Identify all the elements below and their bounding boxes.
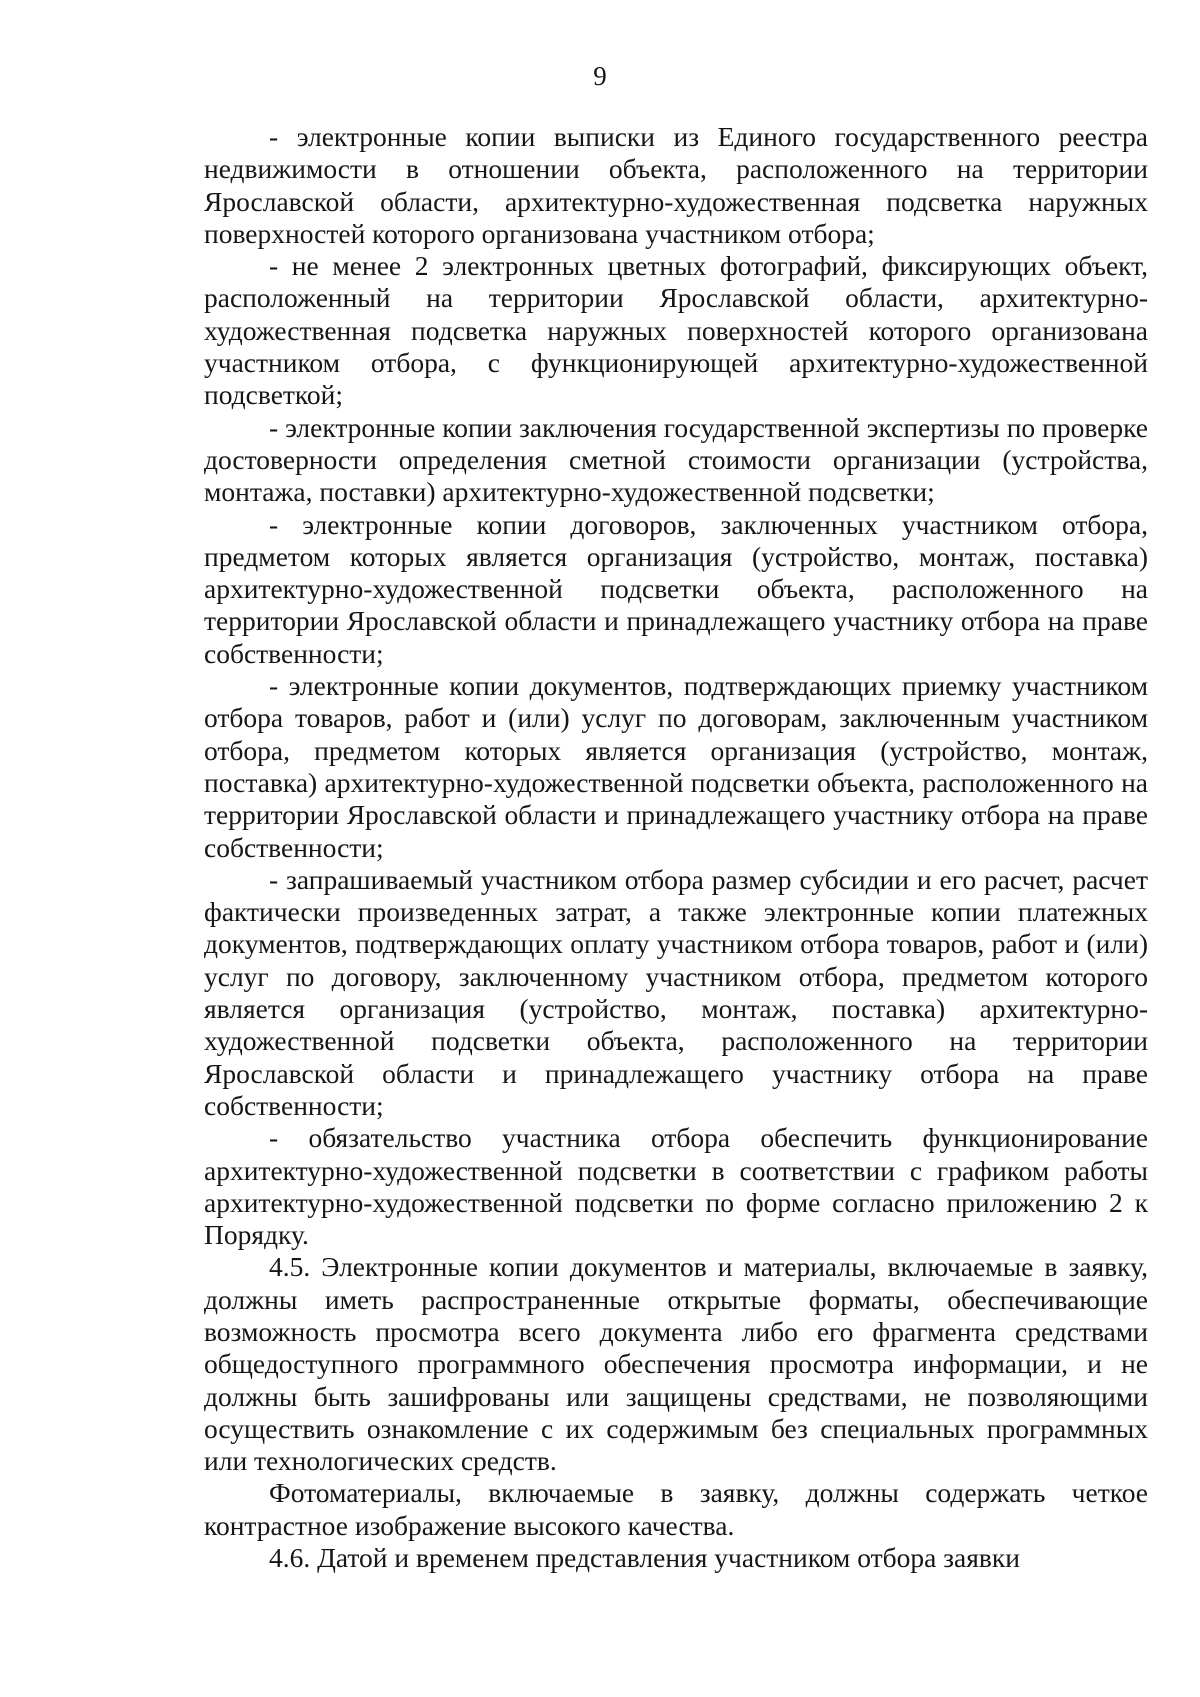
paragraph-photo-materials: Фотоматериалы, включаемые в заявку, должны содержать четкое контрастное изображение высокого качества. xyxy=(204,1477,1148,1541)
paragraph-acceptance-documents: - электронные копии документов, подтверждающих приемку участником отбора товаров, работ и (или) услуг по договорам, заключенным участником отбора, предметом которых является организация (устройство, монтаж, поставка) архитектурно-художественной подсветки объекта, расположенного на территории Ярославской области и принадлежащего участнику отбора на праве собственности; xyxy=(204,670,1148,863)
document-body xyxy=(204,121,1148,1574)
paragraph-color-photos: - не менее 2 электронных цветных фотографий, фиксирующих объект, расположенный на территории Ярославской области, архитектурно-художественная подсветка наружных поверхностей которого организована участником отбора, с функционирующей архитектурно-художественной подсветкой; xyxy=(204,250,1148,411)
paragraph-contracts: - электронные копии договоров, заключенных участником отбора, предметом которых является организация (устройство, монтаж, поставка) архитектурно-художественной подсветки объекта, расположенного на территории Ярославской области и принадлежащего участнику отбора на праве собственности; xyxy=(204,508,1148,669)
paragraph-subsidy-calculation: - запрашиваемый участником отбора размер субсидии и его расчет, расчет фактически произведенных затрат, а также электронные копии платежных документов, подтверждающих оплату участником отбора товаров, работ и (или) услуг по договору, заключенному участником отбора, предметом которого является организация (устройство, монтаж, поставка) архитектурно-художественной подсветки объекта, расположенного на территории Ярославской области и принадлежащего участнику отбора на праве собственности; xyxy=(204,863,1148,1121)
paragraph-state-expertise: - электронные копии заключения государственной экспертизы по проверке достоверности определения сметной стоимости организации (устройства, монтажа, поставки) архитектурно-художественной подсветки; xyxy=(204,411,1148,508)
paragraph-egrn-extract: - электронные копии выписки из Единого государственного реестра недвижимости в отношении объекта, расположенного на территории Ярославской области, архитектурно-художественная подсветка наружных поверхностей которого организована участником отбора; xyxy=(204,121,1148,249)
page-number: 9 xyxy=(593,61,607,91)
paragraph-section-4-5: 4.5. Электронные копии документов и материалы, включаемые в заявку, должны иметь распространенные открытые форматы, обеспечивающие возможность просмотра всего документа либо его фрагмента средствами общедоступного программного обеспечения просмотра информации, и не должны быть зашифрованы или защищены средствами, не позволяющими осуществить ознакомление с их содержимым без специальных программных или технологических средств. xyxy=(204,1251,1148,1477)
paragraph-operation-obligation: - обязательство участника отбора обеспечить функционирование архитектурно-художественной подсветки в соответствии с графиком работы архитектурно-художественной подсветки по форме согласно приложению 2 к Порядку. xyxy=(204,1122,1148,1251)
paragraph-section-4-6: 4.6. Датой и временем представления участником отбора заявки xyxy=(269,1542,1020,1574)
